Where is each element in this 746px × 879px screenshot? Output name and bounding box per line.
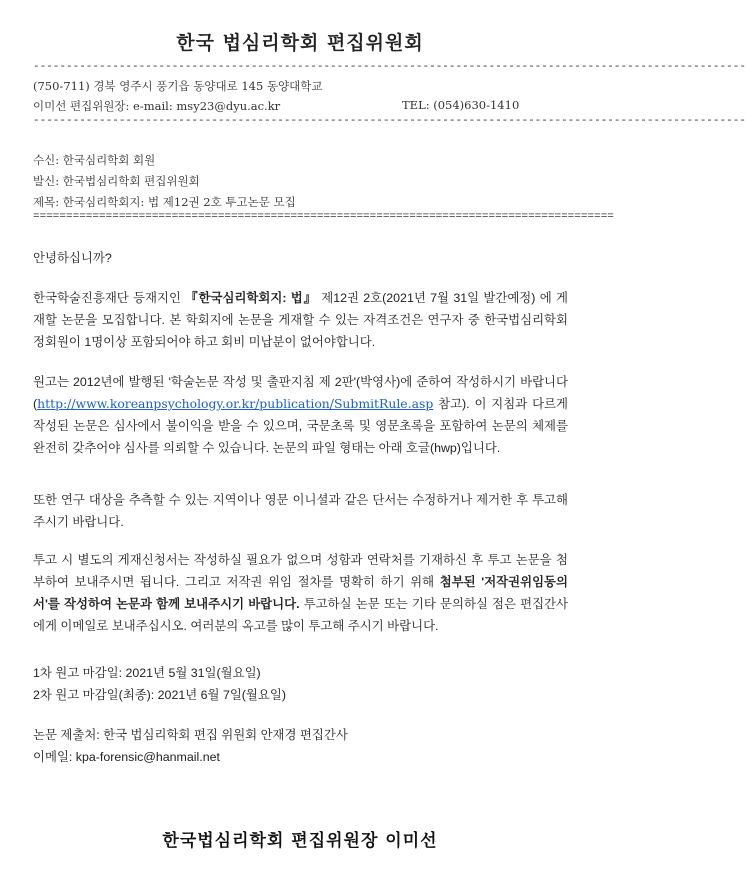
memo-recipient: 수신: 한국심리학회 회원	[33, 153, 156, 167]
document-title: 한국 법심리학회 편집위원회	[176, 32, 424, 54]
address-line: (750-711) 경북 영주시 풍기읍 동양대로 145 동양대학교	[33, 79, 323, 93]
paragraph-guidelines	[33, 371, 568, 459]
deadline-final: 2차 원고 마감일(최종): 2021년 6월 7일(월요일)	[33, 688, 286, 702]
greeting-text: 안녕하십니까?	[33, 251, 112, 265]
p1-body: 제12권 2호(2021년 7월 31일 발간예정) 에 게재할 논문을 모집합니다. 본 학회지에 논문을 게재할 수 있는 자격조건은 연구자 중 한국법심리학회 정회원이 1명이상 포함되어야 하고 회비 미납분이 없어야합니다.	[33, 291, 568, 349]
double-divider: ========================================================================================	[33, 211, 614, 223]
paragraph-submission	[33, 549, 568, 637]
contact-email: 이메일: kpa-forensic@hanmail.net	[33, 750, 220, 764]
deadlines	[33, 662, 568, 706]
p4-body: 투고하실 논문 또는 기타 문의하실 점은 편집간사에게 이메일로 보내주십시오. 여러분의 옥고를 많이 투고해 주시기 바랍니다.	[33, 597, 568, 633]
tel-number: TEL: (054)630-1410	[402, 98, 520, 112]
editor-contact-line: 이미선 편집위원장: e-mail: msy23@dyu.ac.kr	[33, 99, 281, 113]
signature: 한국법심리학회 편집위원장 이미선	[162, 831, 438, 851]
p1-intro: 한국학술진흥재단 등재지인	[33, 291, 186, 305]
greeting	[33, 247, 568, 269]
deadline-first: 1차 원고 마감일: 2021년 5월 31일(월요일)	[33, 666, 261, 680]
p4-intro: 투고 시 별도의 게재신청서는 작성하실 필요가 없으며 성함과 연락처를 기재하신 후 투고 논문을 첨부하여 보내주시면 됩니다. 그리고 저작권 위임 절차를 명확히 하기 위해	[33, 553, 568, 589]
journal-name: 『한국심리학회지: 법』	[185, 291, 317, 305]
submit-rule-link[interactable]: http://www.koreanpsychology.or.kr/publication/SubmitRule.asp	[37, 396, 434, 411]
dashed-divider-bottom: ------------------------------------------------------------------------------------------------------------	[33, 115, 746, 127]
copyright-form-notice: 첨부된 '저작권위임동의서'를 작성하여 논문과 함께 보내주시기 바랍니다.	[33, 575, 568, 611]
submit-to: 논문 제출처: 한국 법심리학회 편집 위원회 안재경 편집간사	[33, 728, 348, 742]
p2-body: 참고). 이 지침과 다르게 작성된 논문은 심사에서 불이익을 받을 수 있으며, 국문초록 및 영문초록을 포함하여 논문의 체제를 완전히 갖추어야 심사를 의뢰할 수 있습니다. 논문의 파일 형태는 아래 호글(hwp)입니다.	[33, 397, 568, 455]
submission-contact	[33, 724, 568, 768]
p3-text: 또한 연구 대상을 추측할 수 있는 지역이나 영문 이니셜과 같은 단서는 수정하거나 제거한 후 투고해주시기 바랍니다.	[33, 493, 568, 529]
dashed-divider-top: ------------------------------------------------------------------------------------------------------------	[33, 61, 746, 73]
memo-sender: 발신: 한국법심리학회 편집위원회	[33, 174, 200, 188]
memo-subject: 제목: 한국심리학회지: 법 제12권 2호 투고논문 모집	[33, 195, 296, 209]
paragraph-eligibility	[33, 287, 568, 353]
p2-intro: 원고는 2012년에 발행된 '학술논문 작성 및 출판지침 제 2판'(박영사)에 준하여 작성하시기 바랍니다(	[33, 375, 568, 411]
paragraph-anonymity	[33, 489, 568, 533]
